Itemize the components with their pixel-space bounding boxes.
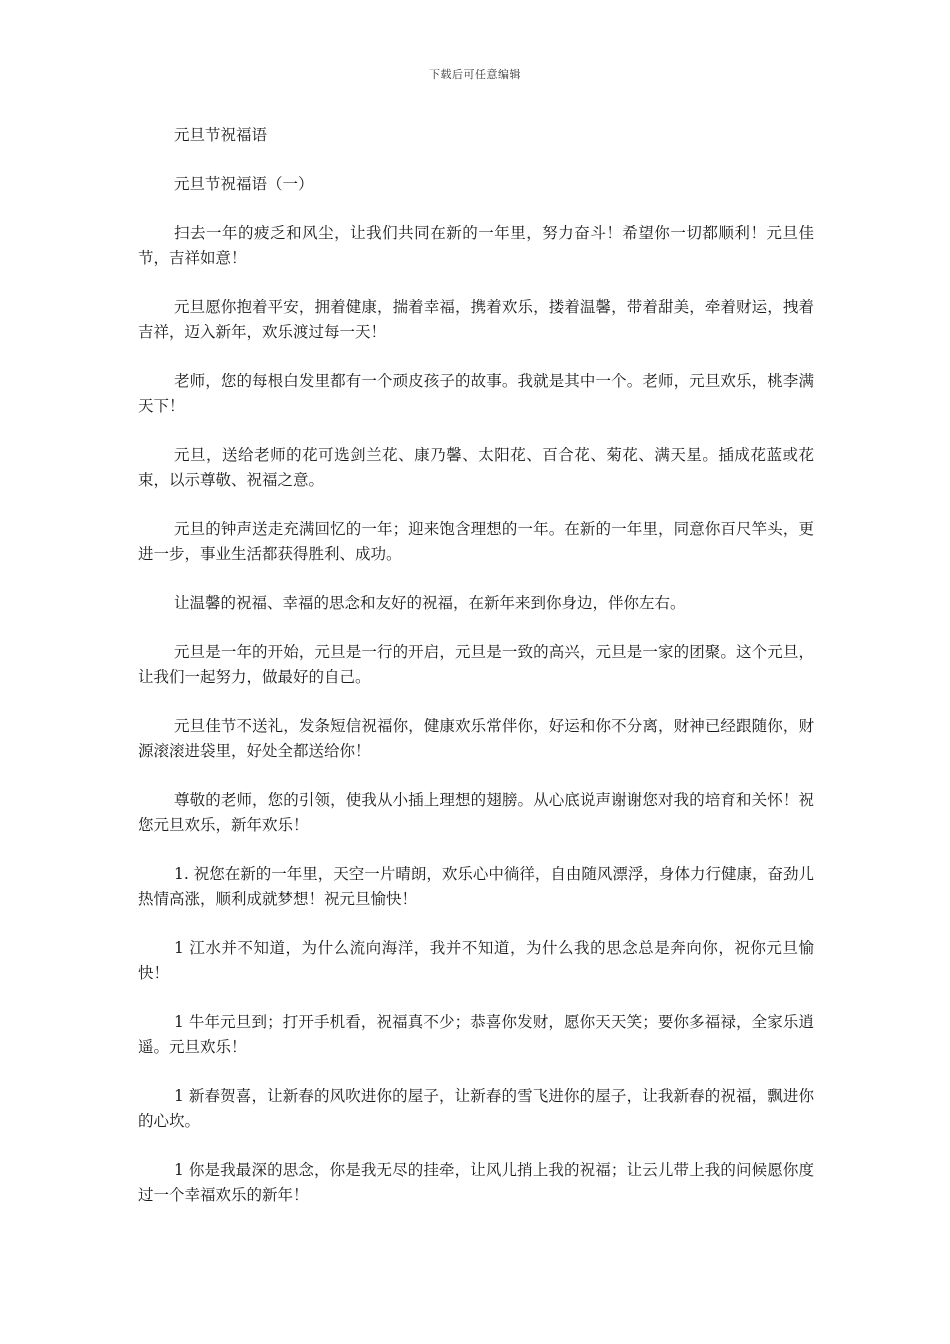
paragraph: 元旦，送给老师的花可选剑兰花、康乃馨、太阳花、百合花、菊花、满天星。插成花蓝或花束，以示尊敬、祝福之意。 [138,446,814,489]
paragraph: 让温馨的祝福、幸福的思念和友好的祝福，在新年来到你身边，伴你左右。 [174,594,686,612]
paragraph: 扫去一年的疲乏和风尘，让我们共同在新的一年里，努力奋斗！希望你一切都顺利！元旦佳节，吉祥如意！ [138,224,814,267]
paragraph: 1 新春贺喜，让新春的风吹进你的屋子，让新春的雪飞进你的屋子，让我新春的祝福，飘进你的心坎。 [138,1087,814,1130]
paragraph: 尊敬的老师，您的引领，使我从小插上理想的翅膀。从心底说声谢谢您对我的培育和关怀！祝您元旦欢乐，新年欢乐！ [138,791,814,834]
document-body [138,123,814,1232]
paragraph: 元旦是一年的开始，元旦是一行的开启，元旦是一致的高兴，元旦是一家的团聚。这个元旦，让我们一起努力，做最好的自己。 [138,643,814,686]
paragraph: 1 江水并不知道，为什么流向海洋，我并不知道，为什么我的思念总是奔向你，祝你元旦愉快！ [138,939,814,982]
header-note: 下载后可任意编辑 [429,68,521,81]
paragraph: 元旦愿你抱着平安，拥着健康，揣着幸福，携着欢乐，搂着温馨，带着甜美，牵着财运，拽着吉祥，迈入新年，欢乐渡过每一天！ [138,298,814,341]
paragraph: 1 牛年元旦到；打开手机看，祝福真不少；恭喜你发财，愿你天天笑；要你多福禄，全家乐逍遥。元旦欢乐！ [138,1013,814,1056]
paragraph: 1 你是我最深的思念，你是我无尽的挂牵，让风儿捎上我的祝福；让云儿带上我的问候愿你度过一个幸福欢乐的新年！ [138,1161,814,1204]
document-title: 元旦节祝福语 [174,126,268,144]
paragraph: 元旦的钟声送走充满回忆的一年；迎来饱含理想的一年。在新的一年里，同意你百尺竿头，更进一步，事业生活都获得胜利、成功。 [138,520,814,563]
section-title: 元旦节祝福语（一） [174,175,314,193]
paragraph: 1. 祝您在新的一年里，天空一片晴朗，欢乐心中徜徉，自由随风漂浮，身体力行健康，奋劲儿热情高涨，顺利成就梦想！祝元旦愉快！ [138,865,814,908]
paragraph: 老师，您的每根白发里都有一个顽皮孩子的故事。我就是其中一个。老师，元旦欢乐，桃李满天下！ [138,372,814,415]
paragraph: 元旦佳节不送礼，发条短信祝福你，健康欢乐常伴你，好运和你不分离，财神已经跟随你，财源滚滚进袋里，好处全都送给你！ [138,717,814,760]
